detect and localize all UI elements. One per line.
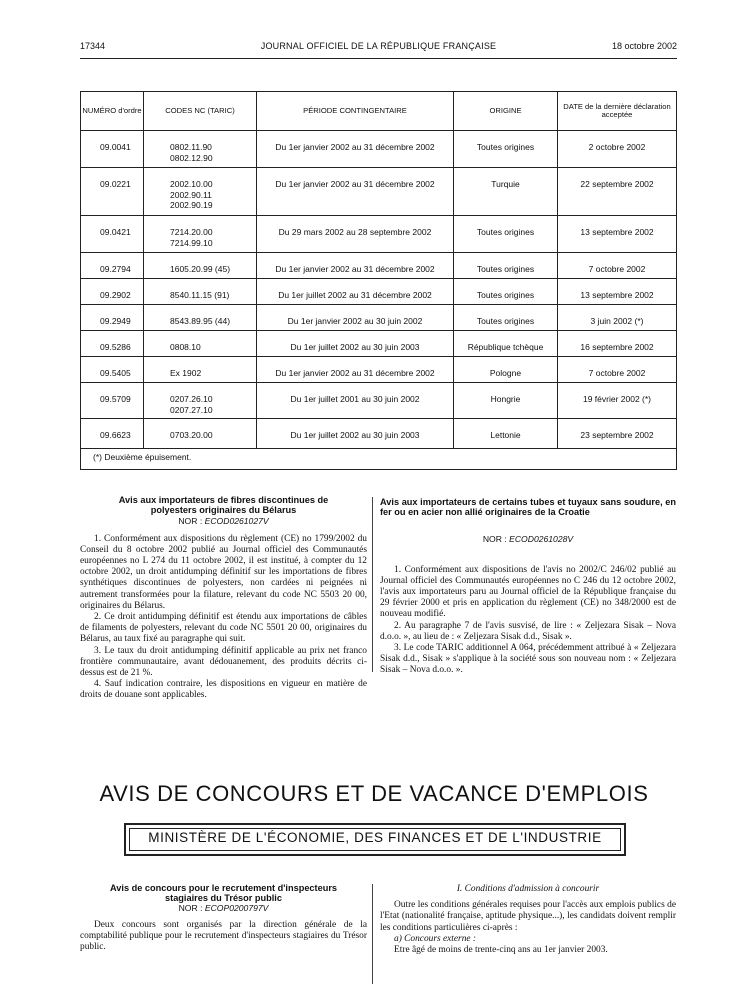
table-row: [81, 383, 677, 419]
paragraph: 2. Ce droit antidumping définitif est étendu aux importations de câbles de filaments de polyesters, relevant du code NC 5501 20 00, originaires du Bélarus, au taux fixé au paragraphe qui suit.: [80, 612, 367, 645]
cell-number: 09.0221: [81, 168, 144, 216]
cell-period: Du 1er juillet 2002 au 30 juin 2003: [257, 331, 454, 357]
column-header-codes: CODES NC (TARIC): [144, 92, 257, 131]
article-concours-nor: [80, 903, 367, 914]
cell-codes: [144, 331, 257, 357]
cell-number: 09.6623: [81, 419, 144, 449]
ministry-box: [124, 823, 626, 856]
section-heading: AVIS DE CONCOURS ET DE VACANCE D'EMPLOIS: [99, 781, 649, 806]
cell-codes: [144, 383, 257, 419]
table-row: [81, 419, 677, 449]
nor-label: NOR :: [482, 534, 507, 545]
article-fibres-nor: [80, 516, 367, 527]
table-row: [81, 131, 677, 168]
paragraph: 1. Conformément aux dispositions du règlement (CE) no 1799/2002 du Conseil du 8 octobre 2002 publié au Journal officiel des Communautés européennes no L 274 du 11 octobre 2002, il est institué, à compter du 12 octobre 2002, un droit antidumping définitif sur les importations de fibres synthétiques discontinues de polyesters, non cardées ni peignées ni autrement transformées pour la filature, relevant du code NC 5503 20 00, originaires du Bélarus.: [80, 533, 367, 611]
paragraph: Deux concours sont organisés par la direction générale de la comptabilité publique pour le recrutement d'inspecteurs stagiaires du Trésor public.: [80, 919, 367, 953]
paragraph: Outre les conditions générales requises pour l'accès aux emplois publics de l'Etat (nationalité française, aptitude physique...), les candidats doivent remplir les conditions particulières ci-après :: [380, 900, 676, 933]
header-rule: [80, 58, 677, 59]
cell-period: Du 1er juillet 2001 au 30 juin 2002: [257, 383, 454, 419]
nc-code: 2002.90.11: [170, 189, 212, 200]
nc-code: 0802.12.90: [170, 152, 213, 163]
paragraph: 3. Le code TARIC additionnel A 064, précédemment attribué à « Zeljezara Sisak d.d., Sisak » s'applique à la société sous son nouveau nom : « Zeljezara Sisak – Nova d.o.o. ».: [380, 643, 676, 676]
item-a-text: Etre âgé de moins de trente-cinq ans au 1er janvier 2003.: [394, 945, 608, 956]
cell-origin: Toutes origines: [454, 216, 558, 253]
cell-period: Du 1er janvier 2002 au 31 décembre 2002: [257, 357, 454, 383]
cell-date: 13 septembre 2002: [558, 279, 677, 305]
cell-period: Du 1er janvier 2002 au 31 décembre 2002: [257, 253, 454, 279]
column-divider: [372, 497, 373, 672]
paragraph: 1. Conformément aux dispositions de l'avis no 2002/C 246/02 publié au Journal officiel des Communautés européennes no C 246 du 12 octobre 2002, l'avis aux importateurs paru au Journal officiel de la République française du 29 février 2000 et pris en application du règlement (CE) no 348/2000 est de nouveau modifié.: [380, 564, 676, 620]
table-row: [81, 305, 677, 331]
column-header-date: DATE de la dernière déclaration acceptée: [558, 92, 677, 131]
column-header-period: PÉRIODE CONTINGENTAIRE: [257, 92, 454, 131]
table-body: [81, 131, 677, 470]
cell-origin: République tchèque: [454, 331, 558, 357]
column-divider-bottom: [372, 884, 373, 984]
cell-period: Du 29 mars 2002 au 28 septembre 2002: [257, 216, 454, 253]
cell-period: Du 1er juillet 2002 au 31 décembre 2002: [257, 279, 454, 305]
table-row: [81, 216, 677, 253]
cell-date: 7 octobre 2002: [558, 253, 677, 279]
nc-code: 8540.11.15 (91): [170, 290, 230, 300]
cell-codes: [144, 357, 257, 383]
nc-code: 0207.27.10: [170, 404, 213, 415]
cell-number: 09.5286: [81, 331, 144, 357]
page-number: 17344: [80, 41, 106, 51]
column-header-origin: ORIGINE: [454, 92, 558, 131]
ministry-title: MINISTÈRE DE L'ÉCONOMIE, DES FINANCES ET DE L'INDUSTRIE: [148, 830, 602, 845]
nc-code: 2002.10.00: [170, 179, 213, 189]
cell-origin: Toutes origines: [454, 305, 558, 331]
table-row: [81, 168, 677, 216]
journal-title: JOURNAL OFFICIEL DE LA RÉPUBLIQUE FRANÇAISE: [260, 41, 497, 51]
table-row: [81, 331, 677, 357]
issue-date: 18 octobre 2002: [611, 41, 677, 51]
table-row: [81, 357, 677, 383]
cell-origin: Lettonie: [454, 419, 558, 449]
article-fibres: [80, 495, 367, 702]
article-fibres-title: Avis aux importateurs de fibres discontinues de polyesters originaires du Bélarus: [118, 495, 329, 516]
cell-period: Du 1er janvier 2002 au 31 décembre 2002: [257, 168, 454, 216]
cell-date: 22 septembre 2002: [558, 168, 677, 216]
cell-date: 13 septembre 2002: [558, 216, 677, 253]
nor-label: NOR :: [178, 903, 203, 914]
table-row: [81, 253, 677, 279]
cell-period: Du 1er juillet 2002 au 30 juin 2003: [257, 419, 454, 449]
nc-code: 7214.99.10: [170, 237, 213, 248]
nc-code: 0802.11.90: [170, 142, 212, 152]
nor-label: NOR :: [178, 516, 203, 527]
nc-code: Ex 1902: [170, 368, 202, 378]
nor-code: ECOD0261028V: [509, 534, 574, 545]
nor-code: ECOD0261027V: [204, 516, 269, 527]
nc-code: 7214.20.00: [170, 227, 213, 237]
cell-date: 19 février 2002 (*): [558, 383, 677, 419]
cell-number: 09.2794: [81, 253, 144, 279]
cell-number: 09.0421: [81, 216, 144, 253]
cell-date: 3 juin 2002 (*): [558, 305, 677, 331]
paragraph: 3. Le taux du droit antidumping définitif applicable au prix net franco frontière communautaire, avant dédouanement, des produits décrits ci-dessus est de 21 %.: [80, 645, 367, 679]
article-tubes: [380, 497, 676, 677]
conditions-subtitle: I. Conditions d'admission à concourir: [456, 884, 600, 894]
nor-code: ECOP0200797V: [204, 903, 269, 914]
table-footnote-row: [81, 449, 677, 470]
cell-date: 16 septembre 2002: [558, 331, 677, 357]
cell-codes: [144, 305, 257, 331]
table-row: [81, 279, 677, 305]
cell-date: 7 octobre 2002: [558, 357, 677, 383]
paragraph: 2. Au paragraphe 7 de l'avis susvisé, de lire : « Zeljezara Sisak – Nova d.o.o. », au lieu de : « Zeljezara Sisak d.d., Sisak ».: [380, 620, 676, 642]
cell-codes: [144, 131, 257, 168]
cell-number: 09.2902: [81, 279, 144, 305]
nc-code: 0207.26.10: [170, 394, 213, 404]
table-footnote: (*) Deuxième épuisement.: [81, 449, 677, 470]
cell-period: Du 1er janvier 2002 au 30 juin 2002: [257, 305, 454, 331]
article-tubes-title: Avis aux importateurs de certains tubes et tuyaux sans soudure, en fer ou en acier non allié originaires de la Croatie: [380, 497, 676, 518]
column-header-number: NUMÉRO d'ordre: [81, 92, 144, 131]
cell-number: 09.5709: [81, 383, 144, 419]
paragraph: 4. Sauf indication contraire, les dispositions en vigueur en matière de droits de douane sont applicables.: [80, 679, 367, 701]
cell-date: 23 septembre 2002: [558, 419, 677, 449]
cell-origin: Toutes origines: [454, 131, 558, 168]
cell-origin: Toutes origines: [454, 279, 558, 305]
article-conditions: [380, 884, 676, 956]
cell-codes: [144, 253, 257, 279]
quota-table: [80, 91, 677, 470]
cell-period: Du 1er janvier 2002 au 31 décembre 2002: [257, 131, 454, 168]
nc-code: 0703.20.00: [170, 430, 213, 440]
article-concours: [80, 883, 367, 953]
cell-date: 2 octobre 2002: [558, 131, 677, 168]
article-tubes-nor: [380, 534, 676, 545]
nc-code: 8543.89.95 (44): [170, 316, 231, 326]
cell-number: 09.0041: [81, 131, 144, 168]
cell-origin: Turquie: [454, 168, 558, 216]
table-header-row: [81, 92, 677, 131]
cell-codes: [144, 419, 257, 449]
nc-code: 2002.90.19: [170, 200, 213, 210]
cell-number: 09.5405: [81, 357, 144, 383]
nc-code: 0808.10: [170, 342, 201, 352]
cell-origin: Hongrie: [454, 383, 558, 419]
cell-codes: [144, 216, 257, 253]
cell-codes: [144, 279, 257, 305]
item-a-label: a) Concours externe :: [394, 933, 477, 944]
cell-number: 09.2949: [81, 305, 144, 331]
cell-origin: Toutes origines: [454, 253, 558, 279]
nc-code: 1605.20.99 (45): [170, 264, 231, 274]
article-concours-title: Avis de concours pour le recrutement d'inspecteurs stagiaires du Trésor public: [110, 883, 337, 904]
cell-codes: [144, 168, 257, 216]
cell-origin: Pologne: [454, 357, 558, 383]
